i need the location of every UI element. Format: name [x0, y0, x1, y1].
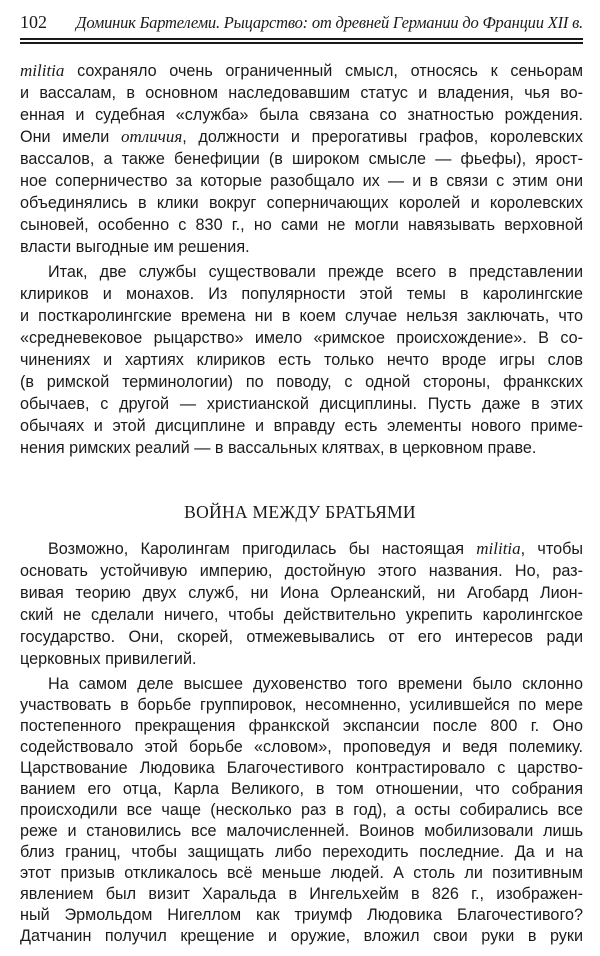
- italic-term: отличия: [121, 127, 183, 146]
- text-line: церковных привилегий.: [20, 650, 197, 668]
- paragraph-1: [20, 60, 583, 258]
- text-line: государство. Они, скорей, отмежевывались от его интересов ради: [20, 628, 583, 646]
- text-line: Царствование Людовика Благочестивого контрастировало с царство-: [20, 759, 583, 777]
- paragraph-2: [20, 261, 583, 459]
- text-line: (в римской терминологии) по поводу, с одной стороны, франкских: [20, 373, 583, 391]
- header-rule-thin: [20, 42, 583, 44]
- text-line: этот призыв откликалось всё меньше людей. А столь ли позитивным: [20, 864, 583, 882]
- text-segment: сохраняло очень ограниченный смысл, относясь к сеньорам: [64, 62, 583, 80]
- text-line: явлением был визит Харальда в Ингельхейм в 826 г., изображен-: [20, 885, 583, 903]
- text-line: обычаев, с другой — христианской дисциплины. Пусть даже в этих: [20, 395, 583, 413]
- italic-term: militia: [20, 61, 65, 80]
- page-number: 102: [20, 12, 47, 32]
- text-line: [20, 60, 583, 82]
- text-line: сыновей, особенно с 830 г., но сами не могли навязывать верховной: [20, 216, 583, 234]
- text-line: и посткаролингские времена ни в коем случае нельзя заключать, что: [20, 307, 583, 325]
- text-line: содействовало этой борьбе «словом», проповедуя и ведя полемику.: [20, 738, 583, 756]
- text-line: Итак, две службы существовали прежде всего в представлении: [48, 263, 583, 281]
- text-line: постепенного прекращения франкской экспансии после 800 г. Оно: [20, 717, 583, 735]
- running-header: [20, 12, 583, 36]
- text-line: ное соперничество за которые разобщало их — и в связи с этим они: [20, 172, 583, 190]
- text-line: «средневековое рыцарство» имело «римское происхождение». В со-: [20, 329, 583, 347]
- text-line: ский не сделали ничего, чтобы действительно укрепить каролингское: [20, 606, 583, 624]
- text-line: [20, 538, 583, 560]
- text-line: [20, 126, 583, 148]
- text-line: происходили все чаще (несколько раз в год), а осты собирались все: [20, 801, 583, 819]
- text-segment: , должности и прерогативы графов, королевских: [182, 128, 583, 146]
- paragraph-4: [20, 674, 583, 947]
- text-line: обычаях и этой дисциплине и вправду есть элементы нового приме-: [20, 417, 583, 435]
- text-line: участвовать в борьбе группировок, несомненно, усилившейся по мере: [20, 696, 583, 714]
- text-line: и вассалам, в основном наследовавшим статус и владения, чья во-: [20, 84, 583, 102]
- text-line: объединялись в клики вокруг соперничающих королей и королевских: [20, 194, 583, 212]
- text-line: основать устойчивую империю, достойную этого названия. Но, раз-: [20, 562, 583, 580]
- text-line: вассалов, а также бенефиции (в широком смысле — фьефы), ярост-: [20, 150, 583, 168]
- text-line: ванием его отца, Карла Великого, в том отношении, что собрания: [20, 780, 583, 798]
- header-rule-thick: [20, 38, 583, 40]
- italic-term: militia: [476, 539, 521, 558]
- text-segment: Возможно, Каролингам пригодилась бы настоящая: [48, 540, 477, 558]
- text-line: енная и судебная «служба» была связана со знатностью рождения.: [20, 106, 583, 124]
- text-line: власти выгодные им решения.: [20, 238, 250, 256]
- text-line: клириков и монахов. Из популярности этой темы в каролингские: [20, 285, 583, 303]
- text-line: близ границ, чтобы защищать либо переходить последние. Да и на: [20, 843, 583, 861]
- section-heading: ВОЙНА МЕЖДУ БРАТЬЯМИ: [184, 502, 416, 522]
- text-line: реже и становились все малочисленней. Воинов мобилизовали лишь: [20, 822, 583, 840]
- text-line: нения римских реалий — в вассальных клятвах, в церковном праве.: [20, 439, 537, 457]
- text-line: Датчанин получил крещение и оружие, вложил свои руки в руки: [20, 927, 583, 945]
- text-segment: Они имели: [20, 128, 122, 146]
- paragraph-3: [20, 538, 583, 670]
- running-title: Доминик Бартелеми. Рыцарство: от древней Германии до Франции XII в.: [76, 13, 583, 32]
- text-line: вивая теорию двух служб, ни Иона Орлеанский, ни Агобард Лион-: [20, 584, 583, 602]
- text-line: ный Эрмольдом Нигеллом как триумф Людовика Благочестивого?: [20, 906, 583, 924]
- text-line: чинениях и хартиях клириков есть только нечто вроде игры слов: [20, 351, 583, 369]
- text-segment: , чтобы: [520, 540, 583, 558]
- text-line: На самом деле высшее духовенство того времени было склонно: [48, 675, 583, 693]
